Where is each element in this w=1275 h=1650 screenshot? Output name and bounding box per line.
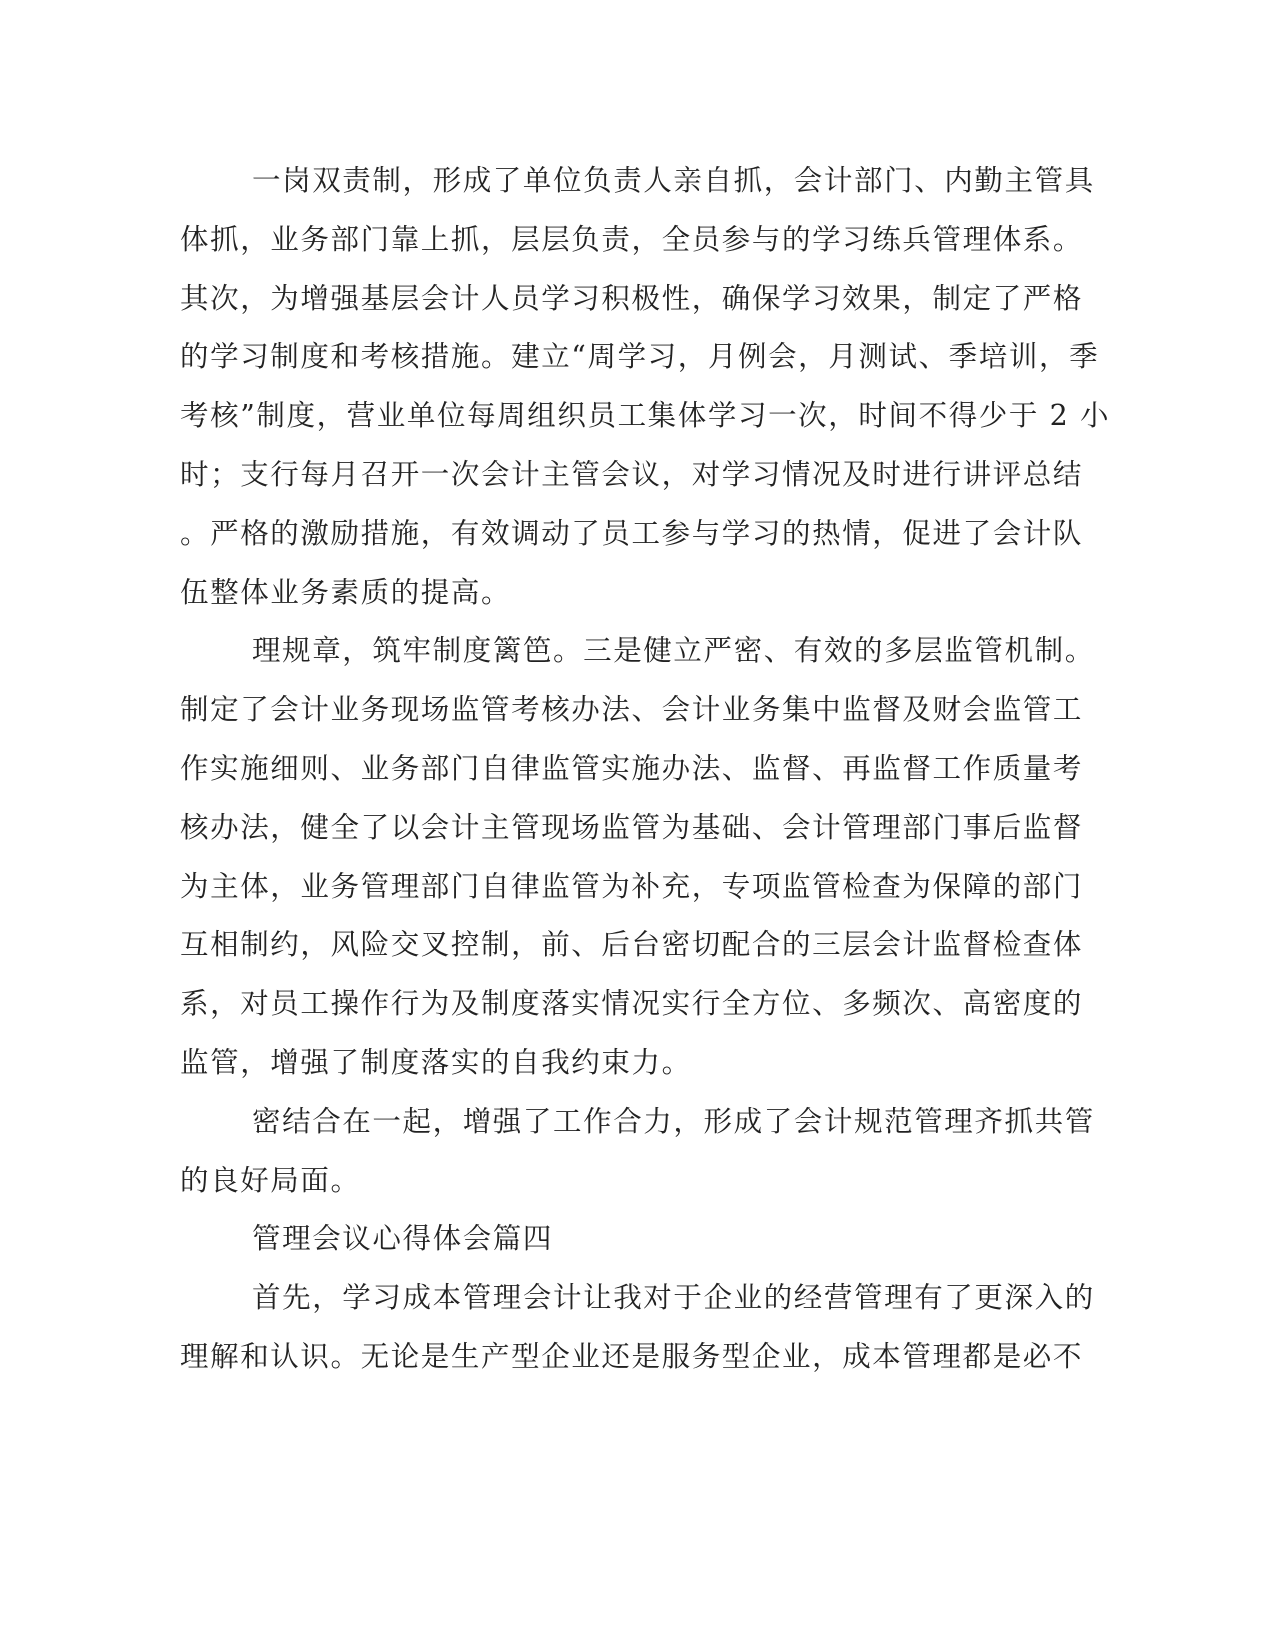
- text-line: 理规章，筑牢制度篱笆。三是健立严密、有效的多层监管机制。: [252, 634, 1095, 668]
- text-line: 的良好局面。: [180, 1163, 361, 1197]
- text-line: 监管，增强了制度落实的自我约束力。: [180, 1045, 692, 1079]
- text-line: 系，对员工操作行为及制度落实情况实行全方位、多频次、高密度的: [180, 987, 1084, 1021]
- section-heading: [180, 1210, 1040, 1269]
- text-line: 为主体，业务管理部门自律监管为补充，专项监管检查为保障的部门: [180, 869, 1084, 903]
- paragraph-4: [180, 1269, 1095, 1387]
- text-line: 密结合在一起，增强了工作合力，形成了会计规范管理齐抓共管: [252, 1104, 1095, 1138]
- text-line: 一岗双责制，形成了单位负责人亲自抓，会计部门、内勤主管具: [252, 164, 1095, 197]
- paragraph-1: [180, 152, 1111, 622]
- text-line: 其次，为增强基层会计人员学习积极性，确保学习效果，制定了严格: [180, 281, 1084, 315]
- document-page: [180, 152, 1111, 1387]
- text-line: 时；支行每月召开一次会计主管会议，对学习情况及时进行讲评总结: [180, 457, 1084, 491]
- text-line: 制定了会计业务现场监管考核办法、会计业务集中监督及财会监管工: [180, 693, 1084, 727]
- paragraph-3: [180, 1093, 1095, 1211]
- text-line: 的学习制度和考核措施。建立“周学习，月例会，月测试、季培训，季: [180, 340, 1100, 374]
- text-line: 互相制约，风险交叉控制，前、后台密切配合的三层会计监督检查体: [180, 928, 1084, 962]
- text-line: 体抓，业务部门靠上抓，层层负责，全员参与的学习练兵管理体系。: [180, 222, 1084, 256]
- paragraph-2: [180, 622, 1095, 1092]
- text-line: 。严格的激励措施，有效调动了员工参与学习的热情，促进了会计队: [180, 516, 1084, 550]
- text-line: 核办法，健全了以会计主管现场监管为基础、会计管理部门事后监督: [180, 810, 1084, 844]
- heading-line: 管理会议心得体会篇四: [252, 1222, 554, 1256]
- text-line: 理解和认识。无论是生产型企业还是服务型企业，成本管理都是必不: [180, 1339, 1084, 1373]
- text-line: 首先，学习成本管理会计让我对于企业的经营管理有了更深入的: [252, 1281, 1095, 1315]
- text-line: 伍整体业务素质的提高。: [180, 575, 512, 609]
- text-line: 考核”制度，营业单位每周组织员工集体学习一次，时间不得少于 2 小: [180, 399, 1111, 433]
- text-line: 作实施细则、业务部门自律监管实施办法、监督、再监督工作质量考: [180, 751, 1084, 785]
